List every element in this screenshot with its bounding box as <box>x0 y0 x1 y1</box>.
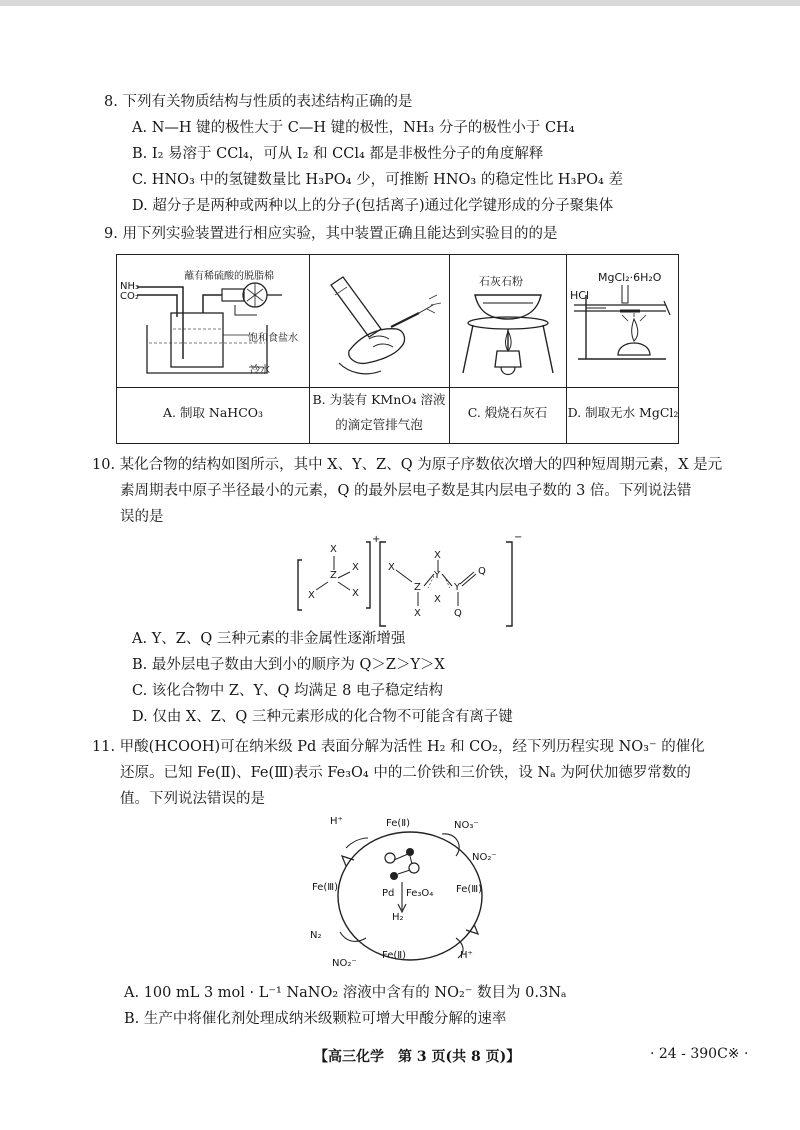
apparatus-a <box>117 255 309 387</box>
question-8 <box>104 89 764 219</box>
option-d: D. 仅由 X、Z、Q 三种元素形成的化合物不可能含有离子键 <box>132 709 513 725</box>
question-stem-line: 10. 某化合物的结构如图所示，其中 X、Y、Z、Q 为原子序数依次增大的四种短周期元素，X 是元 <box>92 457 723 473</box>
question-stem-line: 还原。已知 Fe(Ⅱ)、Fe(Ⅲ)表示 Fe₃O₄ 中的二价铁和三价铁，设 Nₐ 为阿伏加德罗常数的 <box>120 765 691 781</box>
atom-q: Q <box>454 608 462 619</box>
caption-a: A. 制取 NaHCO₃ <box>162 405 264 420</box>
caption-b-line1: B. 为装有 KMnO₄ 溶液 <box>312 392 446 407</box>
structure-figure <box>294 530 524 630</box>
page-footer: 【高三化学 第 3 页(共 8 页)】 <box>314 1049 521 1065</box>
scan-top-border <box>0 0 800 6</box>
cotton-label: 蘸有稀硫酸的脱脂棉 <box>184 271 274 282</box>
option-b: B. 最外层电子数由大到小的顺序为 Q＞Z＞Y＞X <box>132 657 445 673</box>
option-b: B. 生产中将催化剂处理成纳米级颗粒可增大甲酸分解的速率 <box>124 1011 507 1027</box>
fe2-top: Fe(Ⅱ) <box>386 818 411 829</box>
option-c: C. 该化合物中 Z、Y、Q 均满足 8 电子稳定结构 <box>132 683 443 699</box>
option-d: D. 超分子是两种或两种以上的分子(包括离子)通过化学键形成的分子聚集体 <box>132 198 614 214</box>
fe3-right: Fe(Ⅲ) <box>456 884 483 895</box>
atom-x: X <box>352 562 359 573</box>
mgcl2-hydrate-label: MgCl₂·6H₂O <box>598 271 662 284</box>
n2-label: N₂ <box>310 930 322 941</box>
caption-c: C. 煅烧石灰石 <box>467 405 548 420</box>
atom-x: X <box>352 588 359 599</box>
co2-label: CO₂ <box>120 291 139 302</box>
question-stem-line: 误的是 <box>120 509 164 525</box>
atom-y: Y <box>454 582 461 593</box>
caption-d: D. 制取无水 MgCl₂ <box>567 405 679 420</box>
hcl-label: HCl <box>570 289 590 302</box>
nh3-label: NH₃ <box>120 281 140 292</box>
brine-label: 饱和食盐水 <box>248 333 298 344</box>
no3-top: NO₃⁻ <box>454 820 479 831</box>
question-stem: 9. 用下列实验装置进行相应实验，其中装置正确且能达到实验目的的是 <box>104 226 558 242</box>
charge-plus: + <box>372 534 381 545</box>
apparatus-d <box>566 255 680 387</box>
question-stem-line: 11. 甲酸(HCOOH)可在纳米级 Pd 表面分解为活性 H₂ 和 CO₂，经下列历程实现 NO₃⁻ 的催化 <box>92 739 705 755</box>
apparatus-b <box>309 255 449 387</box>
h-plus-top: H⁺ <box>330 816 343 827</box>
structure-drawing <box>294 530 524 630</box>
cold-water-label: 冷水 <box>250 365 270 376</box>
option-a: A. 100 mL 3 mol · L⁻¹ NaNO₂ 溶液中含有的 NO₂⁻ 数目为 0.3Nₐ <box>124 985 567 1001</box>
apparatus-c <box>449 255 566 387</box>
fe3o4-label: Fe₃O₄ <box>406 888 434 899</box>
atom-z: Z <box>414 582 421 593</box>
question-10-options <box>104 626 764 730</box>
atom-x: X <box>308 590 315 601</box>
limestone-label: 石灰石粉 <box>479 275 523 288</box>
atom-x: X <box>434 550 441 561</box>
option-c: C. HNO₃ 中的氢键数量比 H₃PO₄ 少，可推断 HNO₃ 的稳定性比 H₃PO₄ 差 <box>132 172 623 188</box>
question-9 <box>104 221 764 247</box>
atom-q: Q <box>478 566 486 577</box>
option-a: A. N—H 键的极性大于 C—H 键的极性，NH₃ 分子的极性小于 CH₄ <box>132 120 575 136</box>
fe2-bottom: Fe(Ⅱ) <box>382 950 407 961</box>
no2-bottom: NO₂⁻ <box>332 958 357 969</box>
exam-code: · 24 - 390C※ · <box>650 1046 749 1062</box>
pd-label: Pd <box>382 888 395 899</box>
question-stem: 8. 下列有关物质结构与性质的表述结构正确的是 <box>104 94 413 110</box>
atom-z: Z <box>330 570 337 581</box>
charge-minus: − <box>514 532 523 543</box>
no2-top: NO₂⁻ <box>472 852 497 863</box>
question-10 <box>92 452 782 530</box>
question-11 <box>92 734 782 812</box>
atom-y: Y <box>434 570 441 581</box>
atom-x: X <box>330 544 337 555</box>
question-stem-line: 值。下列说法错误的是 <box>120 791 265 807</box>
option-b: B. I₂ 易溶于 CCl₄，可从 I₂ 和 CCl₄ 都是非极性分子的角度解释 <box>132 146 544 162</box>
atom-x: X <box>414 608 421 619</box>
caption-b-line2: 的滴定管排气泡 <box>335 417 423 432</box>
h-plus-bottom: H⁺ <box>460 950 473 961</box>
apparatus-table <box>116 254 679 444</box>
apparatus-b-drawing <box>309 255 449 387</box>
h2-label: H₂ <box>392 912 404 923</box>
question-11-options <box>104 980 764 1032</box>
option-a: A. Y、Z、Q 三种元素的非金属性逐渐增强 <box>132 631 406 647</box>
question-stem-line: 素周期表中原子半径最小的元素，Q 的最外层电子数是其内层电子数的 3 倍。下列说法错 <box>120 483 692 499</box>
fe3-left: Fe(Ⅲ) <box>312 882 339 893</box>
catalytic-cycle-figure <box>306 812 526 978</box>
atom-x: X <box>388 562 395 573</box>
atom-x: X <box>434 594 441 605</box>
